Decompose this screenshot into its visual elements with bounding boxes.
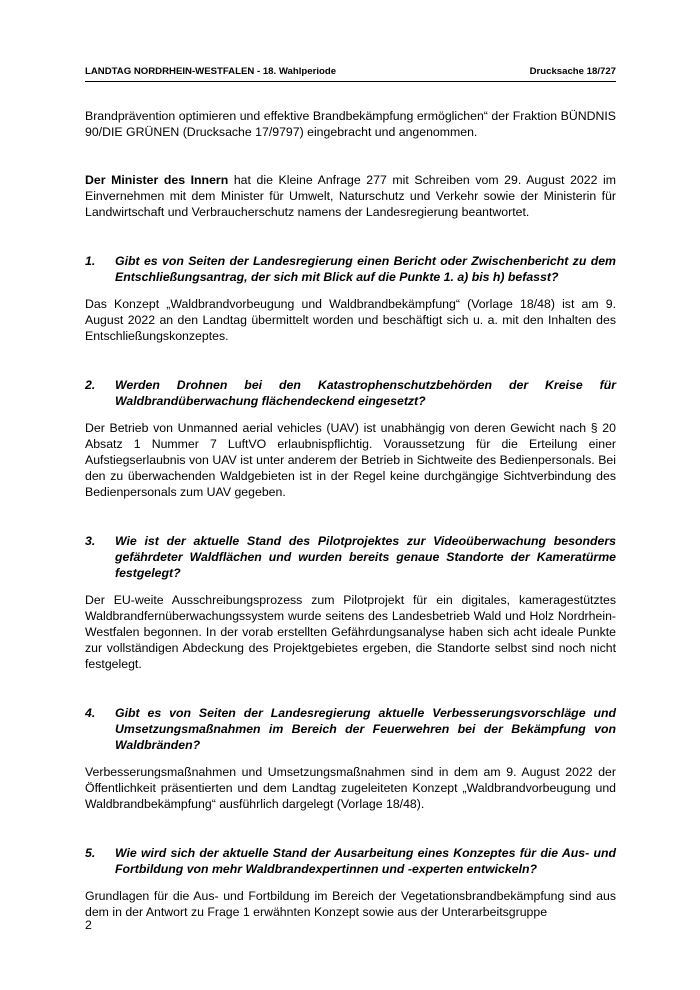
answer-5: Grundlagen für die Aus- und Fortbildung im Bereich der Vegetationsbrandbekämpfung sind aus dem in der Antwort zu Frage 1 erwähnten Konzept sowie aus der Unterarbeitsgruppe: [85, 889, 616, 919]
header-document-number: Drucksache 18/727: [529, 66, 616, 77]
question-text: Gibt es von Seiten der Landesregierung aktuelle Verbesserungsvorschläge und Umsetzungsmaßnahmen im Bereich der Feuerwehren bei der Bekämpfung von Waldbränden?: [115, 706, 616, 752]
question-1: [85, 253, 616, 285]
minister-text: hat die Kleine Anfrage 277 mit Schreiben vom 29. August 2022 im Einvernehmen mit dem Minister für Umwelt, Naturschutz und Verkehr sowie der Ministerin für Landwirtschaft und Verbraucherschutz namens der Landesregierung beantwortet.: [85, 173, 616, 219]
answer-2: Der Betrieb von Unmanned aerial vehicles (UAV) ist unabhängig von deren Gewicht nach § 20 Absatz 1 Nummer 7 LuftVO erlaubnispflichtig. Voraussetzung für die Erteilung einer Aufstiegserlaubnis von UAV ist unter anderem der Betrieb in Sichtweite des Bedienpersonals. Bei den zu überwachenden Waldgebieten ist in der Regel keine durchgängige Sichtverbindung des Bedienpersonals zum UAV gegeben.: [85, 421, 616, 499]
question-3: [85, 533, 616, 581]
minister-paragraph: [85, 172, 616, 220]
answer-4: Verbesserungsmaßnahmen und Umsetzungsmaßnahmen sind in dem am 9. August 2022 der Öffentlichkeit präsentierten und dem Landtag zugeleiteten Konzept „Waldbrandvorbeugung und Waldbrandbekämpfung“ ausführlich dargelegt (Vorlage 18/48).: [85, 765, 616, 811]
answer-1: Das Konzept „Waldbrandvorbeugung und Waldbrandbekämpfung“ (Vorlage 18/48) ist am 9. August 2022 an den Landtag übermittelt worden und beschäftigt sich u. a. mit den Inhalten des Entschließungskonzeptes.: [85, 297, 616, 343]
question-text: Gibt es von Seiten der Landesregierung einen Bericht oder Zwischenbericht zu dem Entschließungsantrag, der sich mit Blick auf die Punkte 1. a) bis h) befasst?: [115, 254, 616, 284]
document-body: [85, 108, 616, 920]
page-header: [85, 66, 616, 82]
question-number: 1.: [85, 254, 96, 268]
question-number: 3.: [85, 534, 96, 548]
question-number: 4.: [85, 706, 96, 720]
intro-continuation: Brandprävention optimieren und effektive Brandbekämpfung ermöglichen“ der Fraktion BÜNDNIS 90/DIE GRÜNEN (Drucksache 17/9797) eingebracht und angenommen.: [85, 109, 616, 139]
question-text: Werden Drohnen bei den Katastrophenschutzbehörden der Kreise für Waldbrandüberwachung flächendeckend eingesetzt?: [115, 378, 616, 408]
question-5: [85, 845, 616, 877]
answer-3: Der EU-weite Ausschreibungsprozess zum Pilotprojekt für ein digitales, kameragestütztes Waldbrandfernüberwachungssystem wurde seitens des Landesbetrieb Wald und Holz Nordrhein-Westfalen begonnen. In der vorab erstellten Gefährdungsanalyse haben sich acht ideale Punkte zur vollständigen Abdeckung des Projektgebietes ergeben, die Standorte selbst sind noch nicht festgelegt.: [85, 593, 616, 671]
question-number: 5.: [85, 846, 96, 860]
header-parliament: LANDTAG NORDRHEIN-WESTFALEN - 18. Wahlperiode: [85, 66, 337, 77]
minister-name: Der Minister des Innern: [85, 173, 229, 187]
question-number: 2.: [85, 378, 96, 392]
page-number: 2: [85, 918, 92, 932]
question-4: [85, 705, 616, 753]
question-2: [85, 377, 616, 409]
question-text: Wie ist der aktuelle Stand des Pilotprojektes zur Videoüberwachung besonders gefährdeter Waldflächen und wurden bereits genaue Standorte der Kameratürme festgelegt?: [115, 534, 616, 580]
question-text: Wie wird sich der aktuelle Stand der Ausarbeitung eines Konzeptes für die Aus- und Fortbildung von mehr Waldbrandexpertinnen und -experten entwickeln?: [115, 846, 616, 876]
